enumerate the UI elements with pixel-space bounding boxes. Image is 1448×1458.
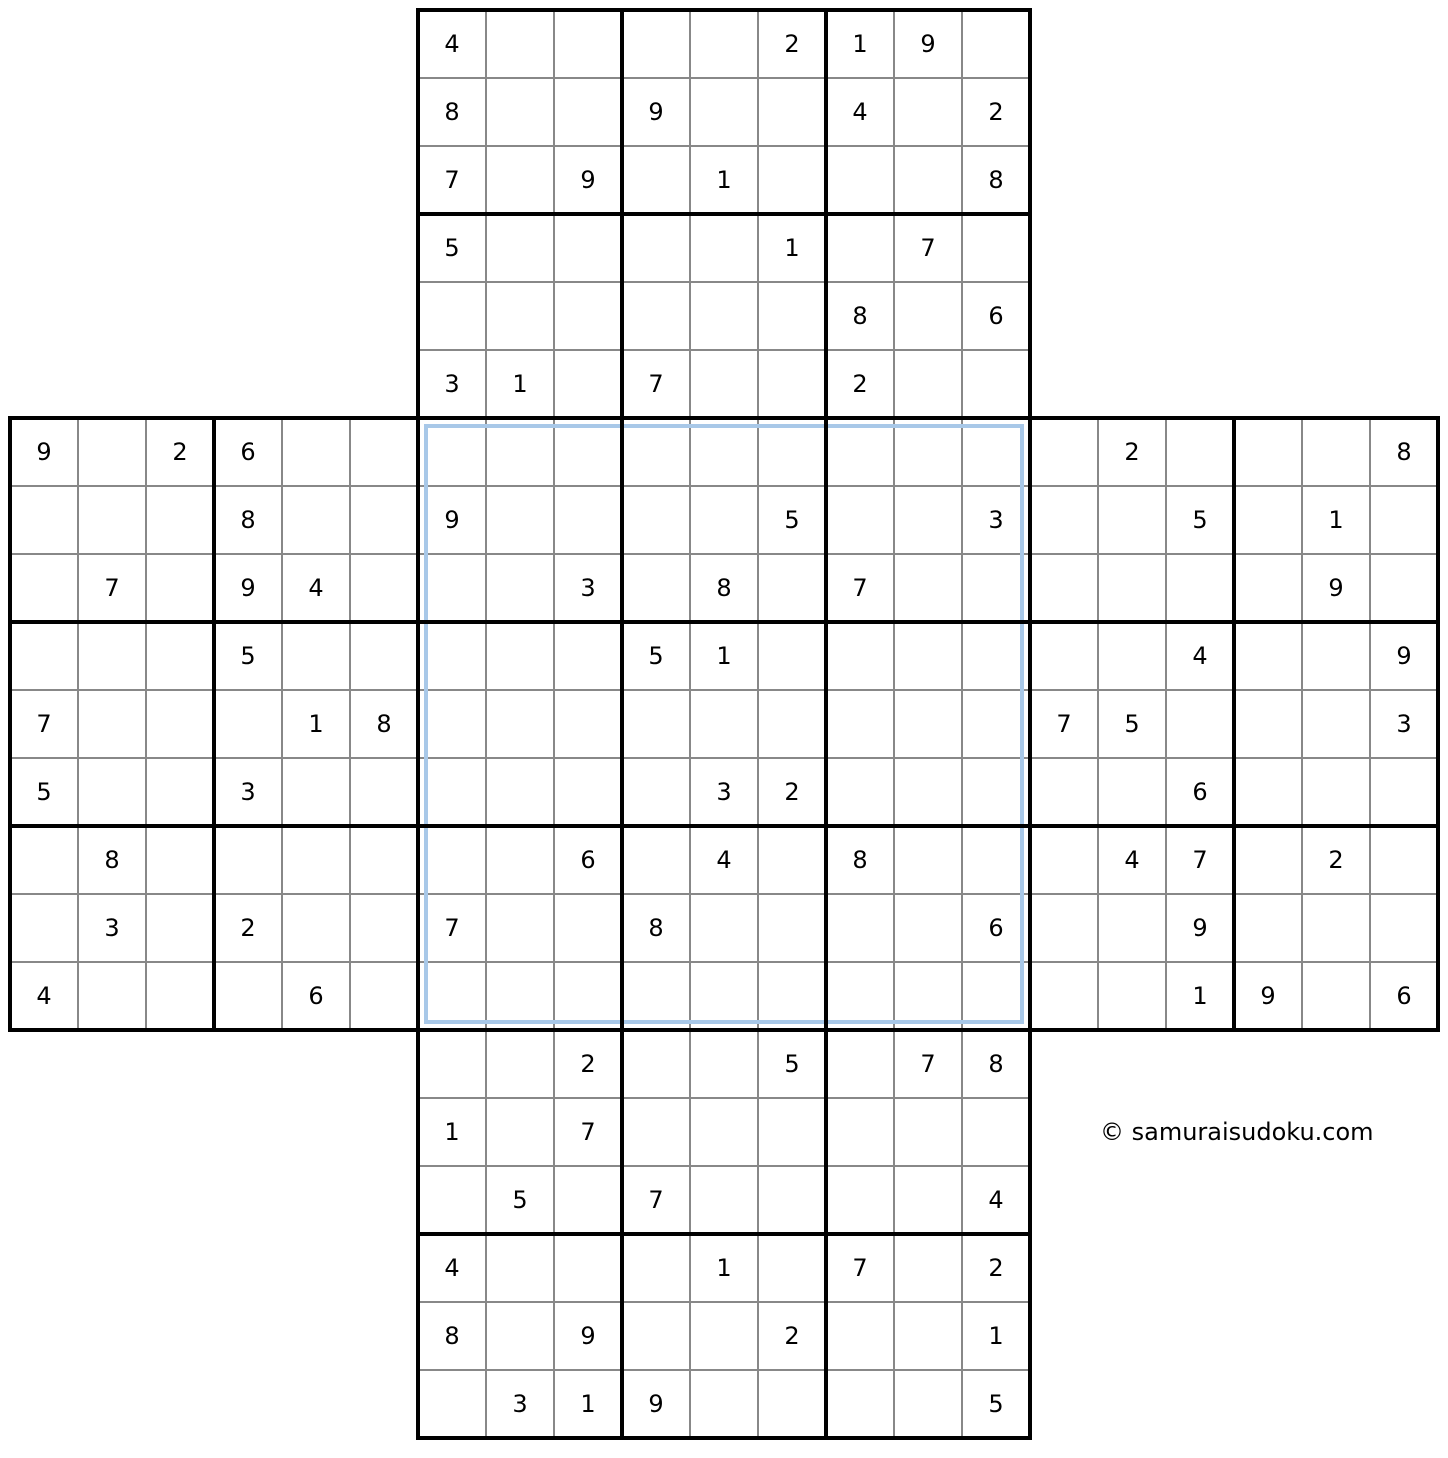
given-digit: 7	[852, 1254, 868, 1282]
given-digit: 4	[852, 98, 868, 126]
given-digit: 8	[1396, 438, 1412, 466]
given-digit: 6	[1396, 982, 1412, 1010]
given-digit: 5	[988, 1390, 1004, 1418]
given-digit: 3	[240, 778, 256, 806]
given-digit: 4	[308, 574, 324, 602]
given-digit: 5	[1192, 506, 1208, 534]
given-digit: 4	[444, 1254, 460, 1282]
given-digit: 5	[240, 642, 256, 670]
given-digit: 7	[852, 574, 868, 602]
given-digit: 7	[648, 1186, 664, 1214]
given-digit: 2	[784, 778, 800, 806]
given-digit: 1	[852, 30, 868, 58]
given-digit: 8	[104, 846, 120, 874]
copyright-text: © samuraisudoku.com	[1100, 1118, 1374, 1146]
given-digit: 8	[444, 1322, 460, 1350]
given-digit: 5	[512, 1186, 528, 1214]
given-digit: 2	[988, 1254, 1004, 1282]
given-digit: 7	[444, 914, 460, 942]
given-digit: 5	[784, 506, 800, 534]
given-digit: 7	[1192, 846, 1208, 874]
given-digit: 2	[784, 1322, 800, 1350]
given-digit: 6	[308, 982, 324, 1010]
given-digit: 9	[1328, 574, 1344, 602]
given-digit: 2	[852, 370, 868, 398]
given-digit: 2	[784, 30, 800, 58]
given-digit: 7	[648, 370, 664, 398]
given-digit: 5	[784, 1050, 800, 1078]
given-digit: 6	[240, 438, 256, 466]
given-digit: 3	[1396, 710, 1412, 738]
given-digit: 1	[716, 166, 732, 194]
given-digit: 7	[920, 234, 936, 262]
given-digit: 1	[1192, 982, 1208, 1010]
given-digit: 6	[1192, 778, 1208, 806]
given-digit: 4	[988, 1186, 1004, 1214]
given-digit: 3	[580, 574, 596, 602]
given-digit: 5	[444, 234, 460, 262]
given-digit: 5	[648, 642, 664, 670]
given-digit: 9	[580, 1322, 596, 1350]
given-digit: 4	[444, 30, 460, 58]
given-digit: 9	[1260, 982, 1276, 1010]
given-digit: 7	[104, 574, 120, 602]
given-digit: 7	[444, 166, 460, 194]
given-digit: 8	[376, 710, 392, 738]
given-digit: 1	[1328, 506, 1344, 534]
given-digit: 7	[580, 1118, 596, 1146]
given-digit: 7	[36, 710, 52, 738]
given-digit: 1	[784, 234, 800, 262]
given-digit: 4	[1192, 642, 1208, 670]
given-digit: 8	[716, 574, 732, 602]
given-digit: 3	[104, 914, 120, 942]
given-digit: 5	[1124, 710, 1140, 738]
given-digit: 8	[988, 166, 1004, 194]
given-digit: 8	[852, 302, 868, 330]
given-digit: 1	[512, 370, 528, 398]
given-digit: 8	[648, 914, 664, 942]
given-digit: 4	[716, 846, 732, 874]
given-digit: 9	[444, 506, 460, 534]
given-digit: 1	[444, 1118, 460, 1146]
given-digit: 9	[36, 438, 52, 466]
given-digit: 3	[716, 778, 732, 806]
given-digit: 8	[444, 98, 460, 126]
given-digit: 7	[1056, 710, 1072, 738]
given-digit: 2	[240, 914, 256, 942]
given-digit: 9	[1192, 914, 1208, 942]
given-digit: 9	[648, 1390, 664, 1418]
given-digit: 6	[580, 846, 596, 874]
given-digit: 1	[308, 710, 324, 738]
given-digit: 4	[36, 982, 52, 1010]
given-digit: 8	[988, 1050, 1004, 1078]
given-digit: 5	[36, 778, 52, 806]
given-digit: 9	[1396, 642, 1412, 670]
given-digit: 2	[172, 438, 188, 466]
given-digit: 2	[1124, 438, 1140, 466]
given-digit: 3	[512, 1390, 528, 1418]
given-digit: 8	[240, 506, 256, 534]
given-digit: 1	[716, 1254, 732, 1282]
given-digit: 9	[920, 30, 936, 58]
given-digit: 1	[580, 1390, 596, 1418]
given-digit: 3	[444, 370, 460, 398]
given-digit: 8	[852, 846, 868, 874]
given-digit: 4	[1124, 846, 1140, 874]
given-digit: 2	[580, 1050, 596, 1078]
given-digit: 9	[648, 98, 664, 126]
center-grid-highlight	[426, 426, 1022, 1022]
given-digit: 1	[988, 1322, 1004, 1350]
given-digit: 9	[580, 166, 596, 194]
given-digit: 6	[988, 914, 1004, 942]
given-digit: 7	[920, 1050, 936, 1078]
given-digit: 1	[716, 642, 732, 670]
given-digit: 2	[1328, 846, 1344, 874]
given-digit: 3	[988, 506, 1004, 534]
given-digit: 9	[240, 574, 256, 602]
given-digit: 2	[988, 98, 1004, 126]
given-digit: 6	[988, 302, 1004, 330]
